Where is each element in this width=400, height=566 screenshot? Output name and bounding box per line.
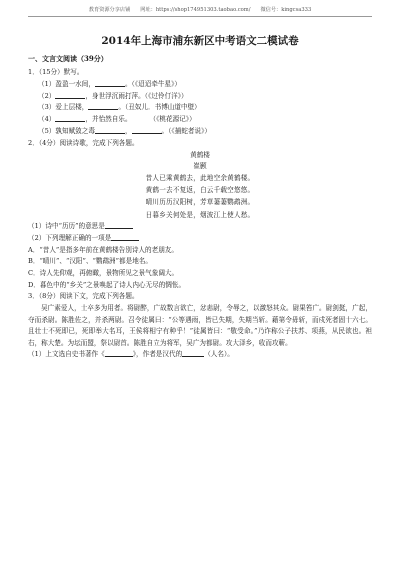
sub-question-text: （1）上文选自史书著作《: [28, 350, 105, 359]
classical-passage: 吴广素爱人，士卒多为用者。将尉醉，广故数言欲亡，忿恚尉，令辱之，以激怒其众。尉果笞广。尉剑挺，广起，夺而杀尉。陈胜佐之，并杀两尉。召令徒属曰：“公等遇雨，皆已失期，失期当斩。藉第令毋斩，而戍死者固十六七。且壮士不死即已，死即举大名耳，王侯将相宁有种乎！”徒属皆曰：“敬受命。”乃诈称公子扶苏、项燕，从民欲也。袒右，称大楚。为坛而盟，祭以尉首。陈胜自立为将军，吴广为都尉。攻大泽乡，收而攻蕲。: [28, 303, 372, 347]
choice-option-a: A．“昔人”是指多年前在黄鹤楼告别诗人的老朋友。: [28, 245, 178, 254]
item-text-before: 盈盈一水间，: [55, 79, 95, 88]
poem-line: 黄鹤一去不复返，白云千载空悠悠。: [145, 185, 255, 194]
answer-blank[interactable]: [132, 126, 162, 134]
item-comma: ，: [124, 126, 132, 135]
choice-option-d: D．暮色中的“乡关”之景唤起了诗人内心无尽的惆怅。: [28, 280, 186, 289]
item-number: （4）: [38, 115, 56, 124]
item-text-before: 孰知赋敛之毒: [55, 126, 95, 135]
item-number: （2）: [38, 91, 56, 100]
item-number: （3）: [38, 103, 56, 112]
answer-blank[interactable]: [111, 233, 139, 241]
q1-item-3: [28, 102, 372, 114]
poem-line: 日暮乡关何处是，烟波江上使人愁。: [145, 210, 255, 219]
sub-question-text: （1）诗中“历历”的意思是: [28, 222, 105, 231]
item-number: （1）: [38, 79, 56, 88]
q2-sub-2: [28, 233, 372, 245]
item-text-before: 爱上层楼，: [55, 103, 89, 112]
poem-line: 昔人已乘黄鹤去，此地空余黄鹤楼。: [145, 173, 255, 182]
q1-item-1: [28, 79, 372, 91]
q3-sub-1: [28, 349, 372, 361]
q1-item-5: [28, 126, 372, 138]
item-source: （《桃花源记》）: [149, 115, 196, 124]
answer-blank[interactable]: [95, 126, 125, 134]
poem-title: 黄鹤楼: [190, 150, 210, 159]
choice-option-c: C．诗人先仰观，再俯瞰，景物所见之景气象阔大。: [28, 268, 179, 277]
sub-question-text: 》，作者是汉代的: [132, 350, 183, 359]
q1-item-2: [28, 91, 372, 103]
item-text-after: ，身世浮沉雨打萍。（《过伶仃洋》）: [85, 91, 188, 100]
answer-blank[interactable]: [95, 79, 125, 87]
exam-title: 2014年上海市浦东新区中考语文二模试卷: [101, 35, 299, 47]
header-url: 网址：https://shop174951303.taobao.com/: [140, 7, 251, 13]
poem-author: 崔颢: [193, 161, 207, 170]
answer-blank[interactable]: [88, 102, 118, 110]
answer-blank[interactable]: [55, 114, 85, 122]
answer-blank[interactable]: [182, 349, 204, 357]
q1-item-4: [28, 114, 372, 126]
poem-line: 晴川历历汉阳树，芳草萋萋鹦鹉洲。: [145, 198, 255, 207]
item-text-after: ，并怡然自乐。: [85, 115, 132, 124]
header-source: 教育资源分享店铺: [88, 7, 131, 13]
item-text-after: 。（《捕蛇者说》）: [161, 126, 211, 135]
answer-blank[interactable]: [55, 91, 85, 99]
question-1-head: 1．（15分）默写。: [28, 68, 84, 76]
answer-blank[interactable]: [105, 349, 133, 357]
question-3-head: 3．（8分）阅读下文，完成下列各题。: [28, 292, 139, 301]
header-wechat: 微信号：kingcsa333: [260, 7, 312, 13]
item-text-after: 。（《迢迢牵牛星》）: [124, 79, 181, 88]
page-header: [28, 0, 372, 17]
question-2-head: 2．（4分）阅读诗歌，完成下列各题。: [28, 138, 139, 147]
item-number: （5）: [38, 126, 56, 135]
sub-question-text: （2）下列理解正确的一项是: [28, 234, 112, 242]
sub-question-text: （人名）。: [204, 350, 234, 359]
item-text-after: 。（丑奴儿．书博山道中壁）: [118, 103, 201, 112]
section-heading: 一、文言文阅读（39分）: [28, 54, 108, 63]
choice-option-b: B．“晴川”、“汉阳”、“鹦鹉洲”都是地名。: [28, 257, 152, 266]
answer-blank[interactable]: [105, 221, 133, 229]
q2-sub-1: [28, 221, 372, 233]
